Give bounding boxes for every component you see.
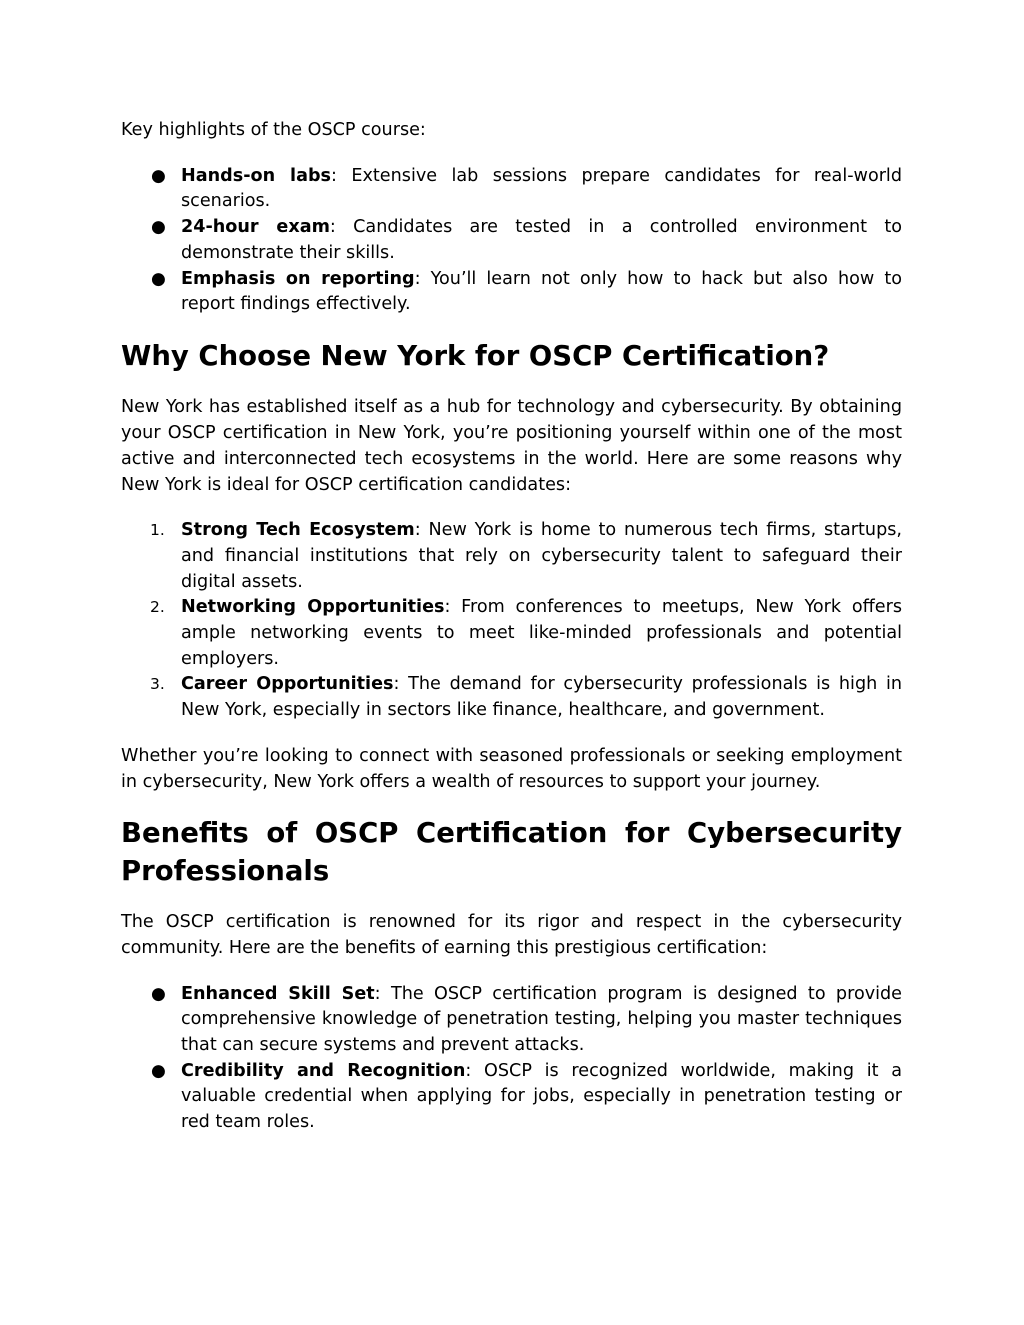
section-paragraph: The OSCP certification is renowned for its rigor and respect in the cybersecurity community. Here are the benefits of earning this prestigious certification: [121,912,902,958]
item-title: Enhanced Skill Set [181,983,375,1004]
section-heading: Why Choose New York for OSCP Certification? [121,339,830,372]
bullet-icon: ● [151,1060,166,1081]
item-text: : You’ll learn not only how to hack but also how to report findings effectively. [181,268,902,315]
item-title: Networking Opportunities [181,597,445,618]
list-item [121,672,902,723]
benefits-list [121,982,902,1136]
bullet-icon: ● [151,983,166,1004]
bullet-icon: ● [151,165,166,186]
item-title: Credibility and Recognition [181,1060,466,1081]
item-text: : From conferences to meetups, New York offers ample networking events to meet like-minded professionals and potential employers. [181,597,902,669]
document-page [121,118,902,1136]
closing-paragraph: Whether you’re looking to connect with seasoned professionals or seeking employment in cybersecurity, New York offers a wealth of resources to support your journey. [121,745,902,792]
item-title: Career Opportunities [181,674,394,695]
list-item [121,518,902,595]
bullet-icon: ● [151,268,166,289]
section-paragraph: New York has established itself as a hub for technology and cybersecurity. By obtaining your OSCP certification in New York, you’re positioning yourself within one of the most active and interconnected tech ecosystems in the world. Here are some reasons why New York is ideal for OSCP certification candidates: [121,397,902,495]
item-title: Strong Tech Ecosystem [181,520,415,541]
list-number: 1. [150,521,165,540]
reasons-list [121,518,902,724]
list-number: 3. [150,675,165,694]
highlights-list [121,164,902,318]
list-item [121,595,902,672]
section-heading: Benefits of OSCP Certification for Cybersecurity Professionals [121,817,902,887]
list-item [121,164,902,215]
intro-text: Key highlights of the OSCP course: [121,120,426,140]
list-item [121,1059,902,1136]
item-text: : The OSCP certification program is designed to provide comprehensive knowledge of penetration testing, helping you master techniques that can secure systems and prevent attacks. [181,983,902,1056]
bullet-icon: ● [151,217,166,238]
list-item [121,215,902,266]
item-title: Hands-on labs [181,165,332,186]
list-item [121,267,902,318]
list-item [121,982,902,1059]
item-text: : Extensive lab sessions prepare candidates for real-world scenarios. [181,165,902,212]
item-text: : New York is home to numerous tech firms, startups, and financial institutions that rely on cybersecurity talent to safeguard their digital assets. [181,520,903,592]
item-text: : The demand for cybersecurity professionals is high in New York, especially in sectors like finance, healthcare, and government. [181,674,903,721]
list-number: 2. [150,598,165,617]
item-title: Emphasis on reporting [181,268,415,289]
item-text: : Candidates are tested in a controlled environment to demonstrate their skills. [181,217,902,263]
item-text: : OSCP is recognized worldwide, making it a valuable credential when applying for jobs, especially in penetration testing or red team roles. [181,1060,902,1133]
item-title: 24-hour exam [181,217,330,238]
